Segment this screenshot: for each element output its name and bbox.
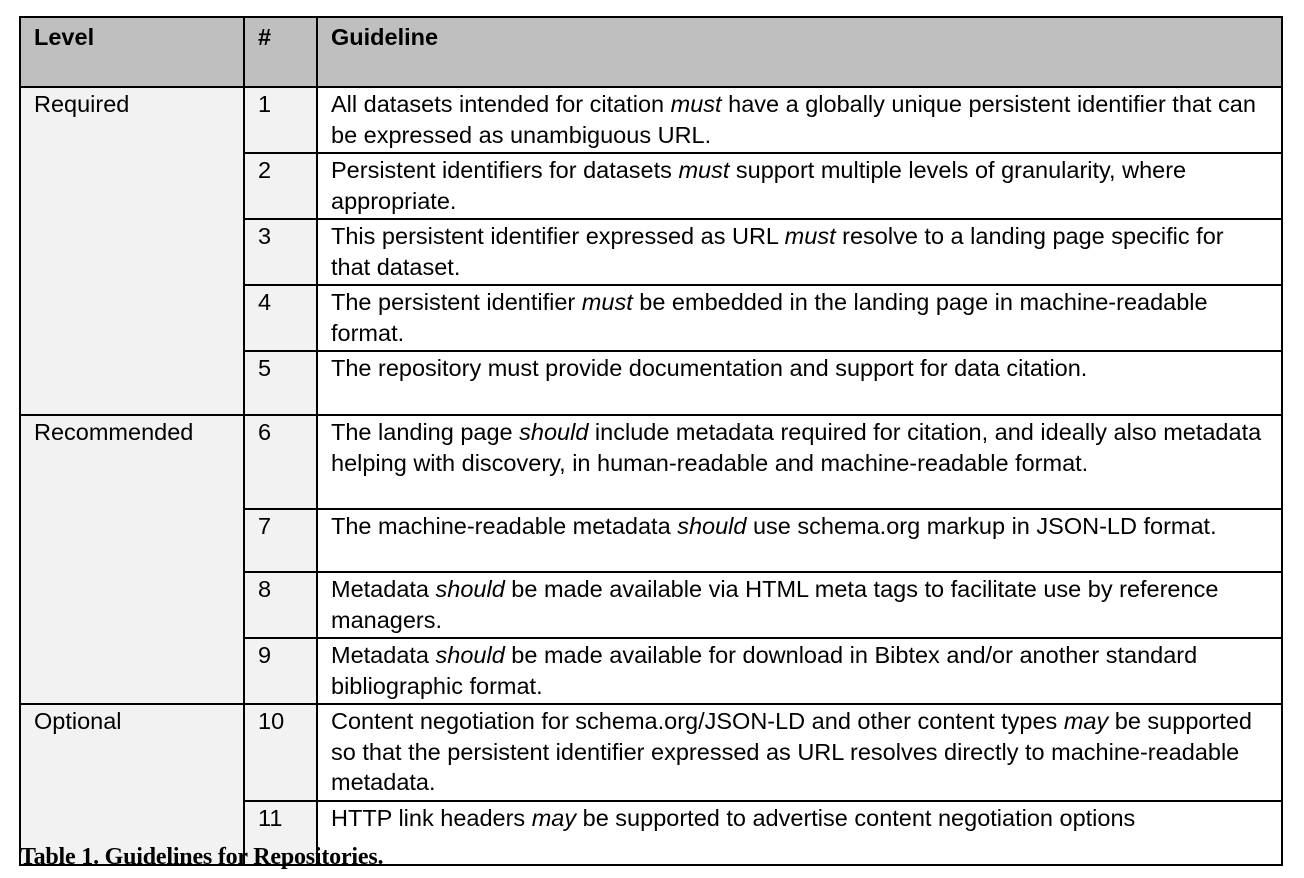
guideline-number: 6 — [244, 415, 317, 509]
guideline-number: 3 — [244, 219, 317, 285]
table-row — [20, 704, 1282, 801]
text-segment: The persistent identifier — [331, 289, 582, 315]
guidelines-table — [19, 16, 1283, 866]
guideline-text — [317, 415, 1282, 509]
text-segment: All datasets intended for citation — [331, 91, 671, 117]
text-segment: This persistent identifier expressed as URL — [331, 223, 785, 249]
text-segment: be embedded in the landing page in machine-readable format. — [331, 289, 1208, 346]
text-segment: Metadata — [331, 576, 436, 602]
guideline-number: 8 — [244, 572, 317, 638]
guideline-number: 1 — [244, 87, 317, 153]
text-segment: be made available for download in Bibtex and/or another standard bibliographic format. — [331, 642, 1198, 699]
table-row — [20, 415, 1282, 509]
text-segment: Metadata — [331, 642, 436, 668]
text-segment: support multiple levels of granularity, where appropriate. — [331, 157, 1187, 214]
level-cell-recommended: Recommended — [20, 415, 244, 704]
table-body — [20, 87, 1282, 865]
header-guideline: Guideline — [317, 17, 1282, 87]
emphasis-keyword: must — [670, 91, 722, 117]
text-segment: include metadata required for citation, and ideally also metadata helping with discovery, in human-readable and machine-readable format. — [331, 419, 1262, 476]
guideline-number: 2 — [244, 153, 317, 219]
text-segment: be made available via HTML meta tags to facilitate use by reference managers. — [331, 576, 1219, 633]
text-segment: The repository must provide documentation and support for data citation. — [331, 355, 1088, 381]
text-segment: HTTP link headers — [331, 804, 532, 831]
header-row — [20, 17, 1282, 87]
table-caption: Table 1. Guidelines for Repositories. — [20, 844, 384, 870]
guideline-number: 4 — [244, 285, 317, 351]
header-number: # — [244, 17, 317, 87]
guideline-number: 7 — [244, 509, 317, 572]
text-segment: have a globally unique persistent identifier that can be expressed as unambiguous URL. — [331, 91, 1256, 148]
guideline-text — [317, 509, 1282, 572]
text-segment: Content negotiation for schema.org/JSON-LD and other content types — [331, 708, 1064, 734]
emphasis-keyword: must — [581, 289, 633, 315]
emphasis-keyword: should — [435, 642, 505, 668]
text-segment: The machine-readable metadata — [331, 513, 678, 539]
level-cell-required: Required — [20, 87, 244, 415]
guideline-number: 5 — [244, 351, 317, 415]
guideline-text — [317, 153, 1282, 219]
text-segment: be supported so that the persistent identifier expressed as URL resolves directly to machine-readable metadata. — [331, 708, 1252, 795]
guideline-text — [317, 351, 1282, 415]
guideline-number: 9 — [244, 638, 317, 704]
guideline-text — [317, 801, 1282, 865]
emphasis-keyword: should — [435, 576, 505, 602]
guideline-text — [317, 219, 1282, 285]
guideline-number: 10 — [244, 704, 317, 801]
table-row — [20, 87, 1282, 153]
emphasis-keyword: must — [678, 157, 730, 183]
guideline-text — [317, 285, 1282, 351]
guideline-number: 11 — [244, 801, 317, 865]
guideline-text — [317, 638, 1282, 704]
level-cell-optional: Optional — [20, 704, 244, 865]
emphasis-keyword: must — [784, 223, 836, 249]
emphasis-keyword: should — [519, 419, 589, 445]
text-segment: be supported to advertise content negotiation options — [576, 804, 1136, 831]
guideline-text — [317, 704, 1282, 801]
emphasis-keyword: may — [531, 804, 577, 831]
header-level: Level — [20, 17, 244, 87]
text-segment: use schema.org markup in JSON-LD format. — [746, 513, 1217, 539]
emphasis-keyword: should — [677, 513, 747, 539]
guideline-text — [317, 572, 1282, 638]
text-segment: resolve to a landing page specific for that dataset. — [331, 223, 1224, 280]
text-segment: Persistent identifiers for datasets — [331, 157, 679, 183]
emphasis-keyword: may — [1063, 708, 1109, 734]
guideline-text — [317, 87, 1282, 153]
text-segment: The landing page — [331, 419, 520, 445]
